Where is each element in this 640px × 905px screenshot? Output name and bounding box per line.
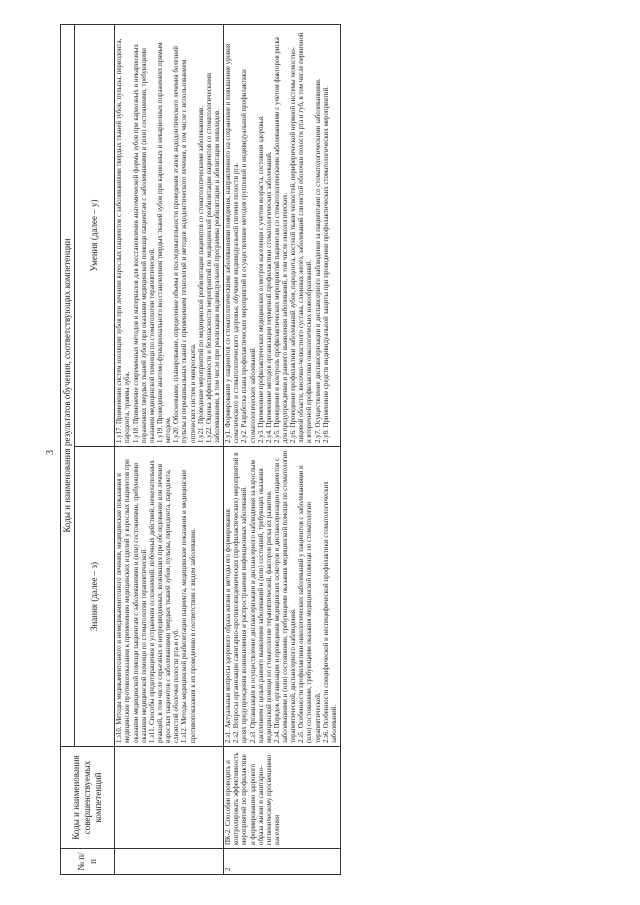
header-num: № п/п bbox=[61, 849, 115, 875]
skill-item: 2.у6. Проведение профилактики заболеваний зубов, пародонта, костной ткани челюстей, периферической нервной системы челюстно-лицевой области, височно-челюстного сустава, слюнных желез, заболеваний слизистой оболочки полости рта и губ, в том числе первичной и вторичной профилактики онкологических новообразований. bbox=[290, 32, 314, 443]
header-competence: Коды и наименования совершенствуемых компетенций bbox=[61, 747, 115, 849]
skill-item: 1.у19. Проведение анатомо-функционального восстановления твердых тканей зубов при кариозных и некариозных поражениях прямым методом. bbox=[156, 42, 173, 443]
skill-item: 2.у3. Применение профилактических медицинских осмотров населения с учетом возраста, состояния здоровья. bbox=[257, 115, 265, 443]
row2-skills bbox=[224, 24, 341, 446]
row2-num: 2 bbox=[224, 849, 341, 875]
header-results-group: Коды и наименования результатов обучения, соответствующих компетенции bbox=[61, 24, 75, 746]
skill-item: 2.у2. Разработка плана профилактических мероприятий и осуществление методов групповой и индивидуальной профилактики стоматологических заболеваний. bbox=[241, 69, 257, 443]
row2-competence: ПК-2. Способен проводить и контролировать эффективность мероприятий по профилактике и формированию здорового образа жизни и санитарно-гигиеническому просвещению населения bbox=[224, 747, 341, 849]
header-knowledge: Знания (далее – з) bbox=[75, 447, 115, 747]
knowledge-item: 2.з1. Актуальные вопросы здорового образа жизни и методы его формирования. bbox=[225, 507, 233, 743]
row1-num bbox=[115, 849, 224, 875]
row2-knowledge bbox=[224, 447, 341, 747]
table-row bbox=[224, 24, 341, 874]
knowledge-item: 2.з5. Особенности профилактики онкологических заболеваний у пациентов с заболеваниями и (или) состояниями, требующими оказания медицинской помощи по стоматологии терапевтической. bbox=[298, 465, 322, 743]
knowledge-item: 2.з6. Особенности специфической и неспецифической профилактики стоматологических заболеваний. bbox=[322, 481, 338, 743]
table-row bbox=[115, 24, 224, 874]
row1-knowledge bbox=[115, 447, 224, 747]
skill-item: 1.у18. Применение современных методов и материалов для восстановления анатомической формы зубов при кариозных и некариозных поражениях твердых тканей зубов при оказании медицинской помощи пациентам с заболеваниями и (или) состояниями, требующими оказания медицинской помощи по стоматологии терапевтической. bbox=[132, 43, 156, 443]
skill-item: 1.у17. Применение систем изоляции зубов при лечении взрослых пациентов с заболеваниями твердых тканей зубов, пульпы, периодонта, пародонта, травмы зуба. bbox=[116, 38, 132, 443]
rotated-page bbox=[0, 5, 640, 905]
header-row-1 bbox=[61, 24, 75, 874]
skill-item: 2.у7. Осуществление диспансеризации и диспансерного наблюдения за пациентами со стоматологическими заболеваниями. bbox=[314, 78, 322, 443]
knowledge-item: 2.з3. Организация и осуществление диспансеризации и диспансерного наблюдения за взрослым населением с целью раннего выявления заболеваний и (или) состояний, требующих оказания медицинской помощи по стоматологии терапевтической, факторов риска их развития. bbox=[249, 460, 273, 743]
knowledge-item: 2.з4. Порядок организации и проведения медицинских осмотров и диспансеризации пациентов с заболеваниями и (или) состояниями, требующими оказания медицинской помощи по стоматологии терапевтической, диспансерного наблюдения. bbox=[273, 450, 298, 743]
knowledge-item: 1.з10. Методы медикаментозного и немедикаментозного лечения, медицинские показания и медицинские противопоказания к применению медицинских изделий у взрослых пациентов при оказании медицинской помощи пациентам с заболеваниями и (или) состояниями, требующими оказания медицинской помощи по стоматологии терапевтической. bbox=[116, 459, 148, 743]
knowledge-item: 1.з12. Методы медицинской реабилитации пациента, медицинские показания и медицинские противопоказания к их проведению в соответствии с видом заболевания. bbox=[181, 469, 197, 743]
skill-item: 1.у22. Оценка эффективности и безопасности мероприятий по медицинской реабилитации пациентов со стоматологическими заболеваниями, в том числе при реализации индивидуальной программы реабилитации и абилитации инвалидов. bbox=[205, 72, 221, 443]
knowledge-item: 1.з11. Способы предотвращения и устранения осложнений, побочных действий, нежелательных реакций, в том числе серьезных и непредвиденных, возникших при обследовании или лечении взрослых пациентов с заболеваниями твердых тканей зубов, пульпы, периодонта, пародонта, слизистой оболочки полости рта и губ. bbox=[148, 460, 181, 743]
skill-item: 2.у4. Применение методов организации первичной профилактики стоматологических заболеваний. bbox=[265, 151, 273, 443]
row1-skills bbox=[115, 24, 224, 446]
header-skills: Умения (далее – у) bbox=[75, 24, 115, 446]
row1-competence bbox=[115, 747, 224, 849]
competence-table bbox=[60, 24, 341, 875]
skill-item: 2.у5. Проведение и контроль профилактических мероприятий пациентам со стоматологическими заболеваниями с учетом факторов риска для предупреждения и раннего выявления заболеваний, в том числе онкологических. bbox=[273, 37, 290, 443]
skill-item: 2.у8. Применение средств индивидуальной защиты при проведении профилактических стоматологических мероприятий. bbox=[322, 85, 330, 443]
skill-item: 1.у21. Проведение мероприятий по медицинской реабилитации пациентов со стоматологическими заболеваниями. bbox=[197, 105, 205, 443]
knowledge-item: 2.з2. Вопросы организации санитарно-противоэпидемических (профилактических) мероприятий в целях предупреждения возникновения и распространения инфекционных заболеваний. bbox=[233, 452, 249, 743]
skill-item: 2.у1. Формирование у пациентов со стоматологическими заболеваниями поведения, направленного на сохранение и повышение уровня соматического и стоматологического здоровья, обучение индивидуальной гигиене полости рта. bbox=[225, 43, 241, 443]
skill-item: 1.у20. Обоснование, планирование, определение объема и последовательности проведения этапов эндодонтического лечения болезней пульпы и периапикальных тканей с применением технологий и методов эндодонтического лечения, в том числе с использованием оптических систем и микроскопа. bbox=[173, 46, 197, 443]
page-number: 3 bbox=[45, 450, 56, 455]
